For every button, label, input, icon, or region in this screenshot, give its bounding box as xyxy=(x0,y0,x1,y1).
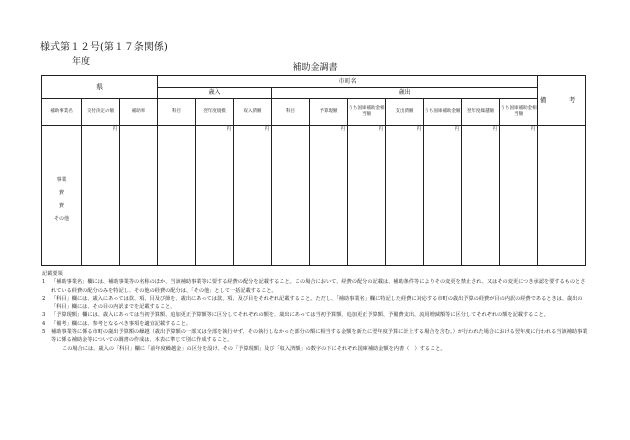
instruction-item: 3 「予算現額」欄には、歳入にあっては当初予算額、追加更正予算額等に区分してそれぞれの額を、歳出にあっては当初予算額、追加更正予算額、予備費支出、流用増減額等に区分してそれぞれの額を記載すること。 xyxy=(42,312,549,319)
col-carried-national-subsidy: うち国庫補助金相当額 xyxy=(500,99,538,126)
yen-unit: 円 xyxy=(454,127,460,132)
subsidy-rate-cell xyxy=(120,126,158,266)
instruction-text: 「科目」欄には、歳入にあっては款、項、目及び節を、歳出にあっては款、項、及び目をそれぞれ記載すること。ただし、「補助事業名」欄に特記した経費に対応する市町の歳出予算の経費が目の内訳の経費であるときは、歳出の「科目」欄には、その目の内訳までを記載すること。 xyxy=(51,295,583,311)
yen-unit: 円 xyxy=(264,127,270,132)
yen-unit: 円 xyxy=(530,127,536,132)
col-national-subsidy-amount: うち国庫補助金額 xyxy=(424,99,462,126)
yen-unit: 円 xyxy=(226,127,232,132)
yen-unit: 円 xyxy=(378,127,384,132)
instruction-item: 1 「補助事業名」欄には、補助事業等の名称のほか、当該補助事業等に要する経費の配分を記載すること。この場合において、経費の配分の記載は、補助条件等によりその変更を禁止され、又はその変更につき承認を要するものとされている経費の配分のみを特記し、その他の経費の配分は、「その他」として一括記載すること。 xyxy=(42,279,586,294)
national-subsidy-cell xyxy=(424,126,462,266)
grant-amount-cell xyxy=(82,126,120,266)
col-revenue-received: 収入済額 xyxy=(234,99,272,126)
col-subsidy-project-name: 補助事業名 xyxy=(42,99,82,126)
carried-national-cell xyxy=(500,126,538,266)
col-expended-amount: 支出済額 xyxy=(386,99,424,126)
col-subsidy-rate: 補助率 xyxy=(120,99,158,126)
revenue-received-cell xyxy=(234,126,272,266)
yen-unit: 円 xyxy=(492,127,498,132)
col-current-budget: 予算現額 xyxy=(310,99,348,126)
revenue-scale-cell xyxy=(196,126,234,266)
municipality-header: 市町名 xyxy=(158,76,538,88)
instruction-text: 「予算現額」欄には、歳入にあっては当初予算額、追加更正予算額等に区分してそれぞれの額を、歳出にあっては当初予算額、追加更正予算額、予備費支出、流用増減額等に区分してそれぞれの額を記載すること。 xyxy=(51,312,549,319)
expenditure-item-cell xyxy=(272,126,310,266)
yen-unit: 円 xyxy=(112,127,117,132)
instructions xyxy=(42,270,590,353)
revenue-item-cell xyxy=(158,126,196,266)
instruction-text: 補助事業等に係る市町の歳出予算額の繰越（歳出予算額の一部又は全部を執行せず、その執行しなかった部分の額に相当する金額を新たに翌年度予算に計上する場合を含む。）が行われた場合における翌年度に行われる当該補助事業等に係る補助金等についての調書の作成は、本表に準じて別に作成すること。 xyxy=(51,329,588,344)
col-expenditure-item: 科目 xyxy=(272,99,310,126)
yen-unit: 円 xyxy=(416,127,422,132)
current-budget-cell xyxy=(310,126,348,266)
year-label: 年度 xyxy=(72,57,91,67)
col-revenue-next-year-scale: 翌年度規模 xyxy=(196,99,234,126)
expended-cell xyxy=(386,126,424,266)
col-national-subsidy-equivalent: うち国庫補助金相当額 xyxy=(348,99,386,126)
col-revenue-item: 科目 xyxy=(158,99,196,126)
row-label-cost-2: 費 xyxy=(58,203,64,209)
instructions-heading: 記載要領 xyxy=(42,271,63,277)
revenue-header: 歳入 xyxy=(158,88,272,99)
col-grant-decision-amount: 交付決定の額 xyxy=(82,99,120,126)
instruction-item: 4 「備考」欄には、参考となるべき事項を適宜記載すること。 xyxy=(42,320,192,327)
instruction-text: 「備考」欄には、参考となるべき事項を適宜記載すること。 xyxy=(51,320,192,327)
project-name-cell xyxy=(42,126,82,266)
yen-unit: 円 xyxy=(340,127,346,132)
row-label-cost-1: 費 xyxy=(58,189,64,196)
page-title: 補助金調書 xyxy=(292,63,338,73)
instruction-item: 2 「科目」欄には、歳入にあっては款、項、目及び節を、歳出にあっては款、項、及び目をそれぞれ記載すること。ただし、「補助事業名」欄に特記した経費に対応する市町の歳出予算の経費が目の内訳の経費であるときは、歳出の「科目」欄には、その目の内訳までを記載すること。 xyxy=(42,295,583,311)
remarks-header: 備 考 xyxy=(538,76,586,126)
subsidy-table xyxy=(41,75,586,266)
row-label-other: その他 xyxy=(53,216,69,223)
expenditure-header: 歳出 xyxy=(272,88,538,99)
row-label-project: 事業 xyxy=(56,176,67,183)
col-carried-over: 翌年度繰越額 xyxy=(462,99,500,126)
carried-over-cell xyxy=(462,126,500,266)
instruction-item: 5 補助事業等に係る市町の歳出予算額の繰越（歳出予算額の一部又は全部を執行せず、その執行しなかった部分の額に相当する金額を新たに翌年度予算に計上する場合を含む。）が行われた場合における翌年度に行われる当該補助事業等に係る補助金等についての調書の作成は、本表に準じて別に作成すること。 xyxy=(42,329,588,344)
instruction-continuation: この場合には、歳入の「科目」欄に「前年度繰越金」の区分を設け、その「予算現額」及び「収入済額」の数字の下にそれぞれ国庫補助金額を内書（ ）すること。 xyxy=(62,345,446,352)
prefecture-header: 県 xyxy=(42,76,158,99)
form-number: 様式第１２号(第１７条関係) xyxy=(40,42,168,53)
instruction-text: 「補助事業名」欄には、補助事業等の名称のほか、当該補助事業等に要する経費の配分を記載すること。この場合において、経費の配分の記載は、補助条件等によりその変更を禁止され、又はその変更につき承認を要するものとされている経費の配分のみを特記し、その他の経費の配分は、「その他」として一括記載すること。 xyxy=(51,279,586,294)
national-equivalent-cell xyxy=(348,126,386,266)
remarks-cell xyxy=(538,126,586,266)
